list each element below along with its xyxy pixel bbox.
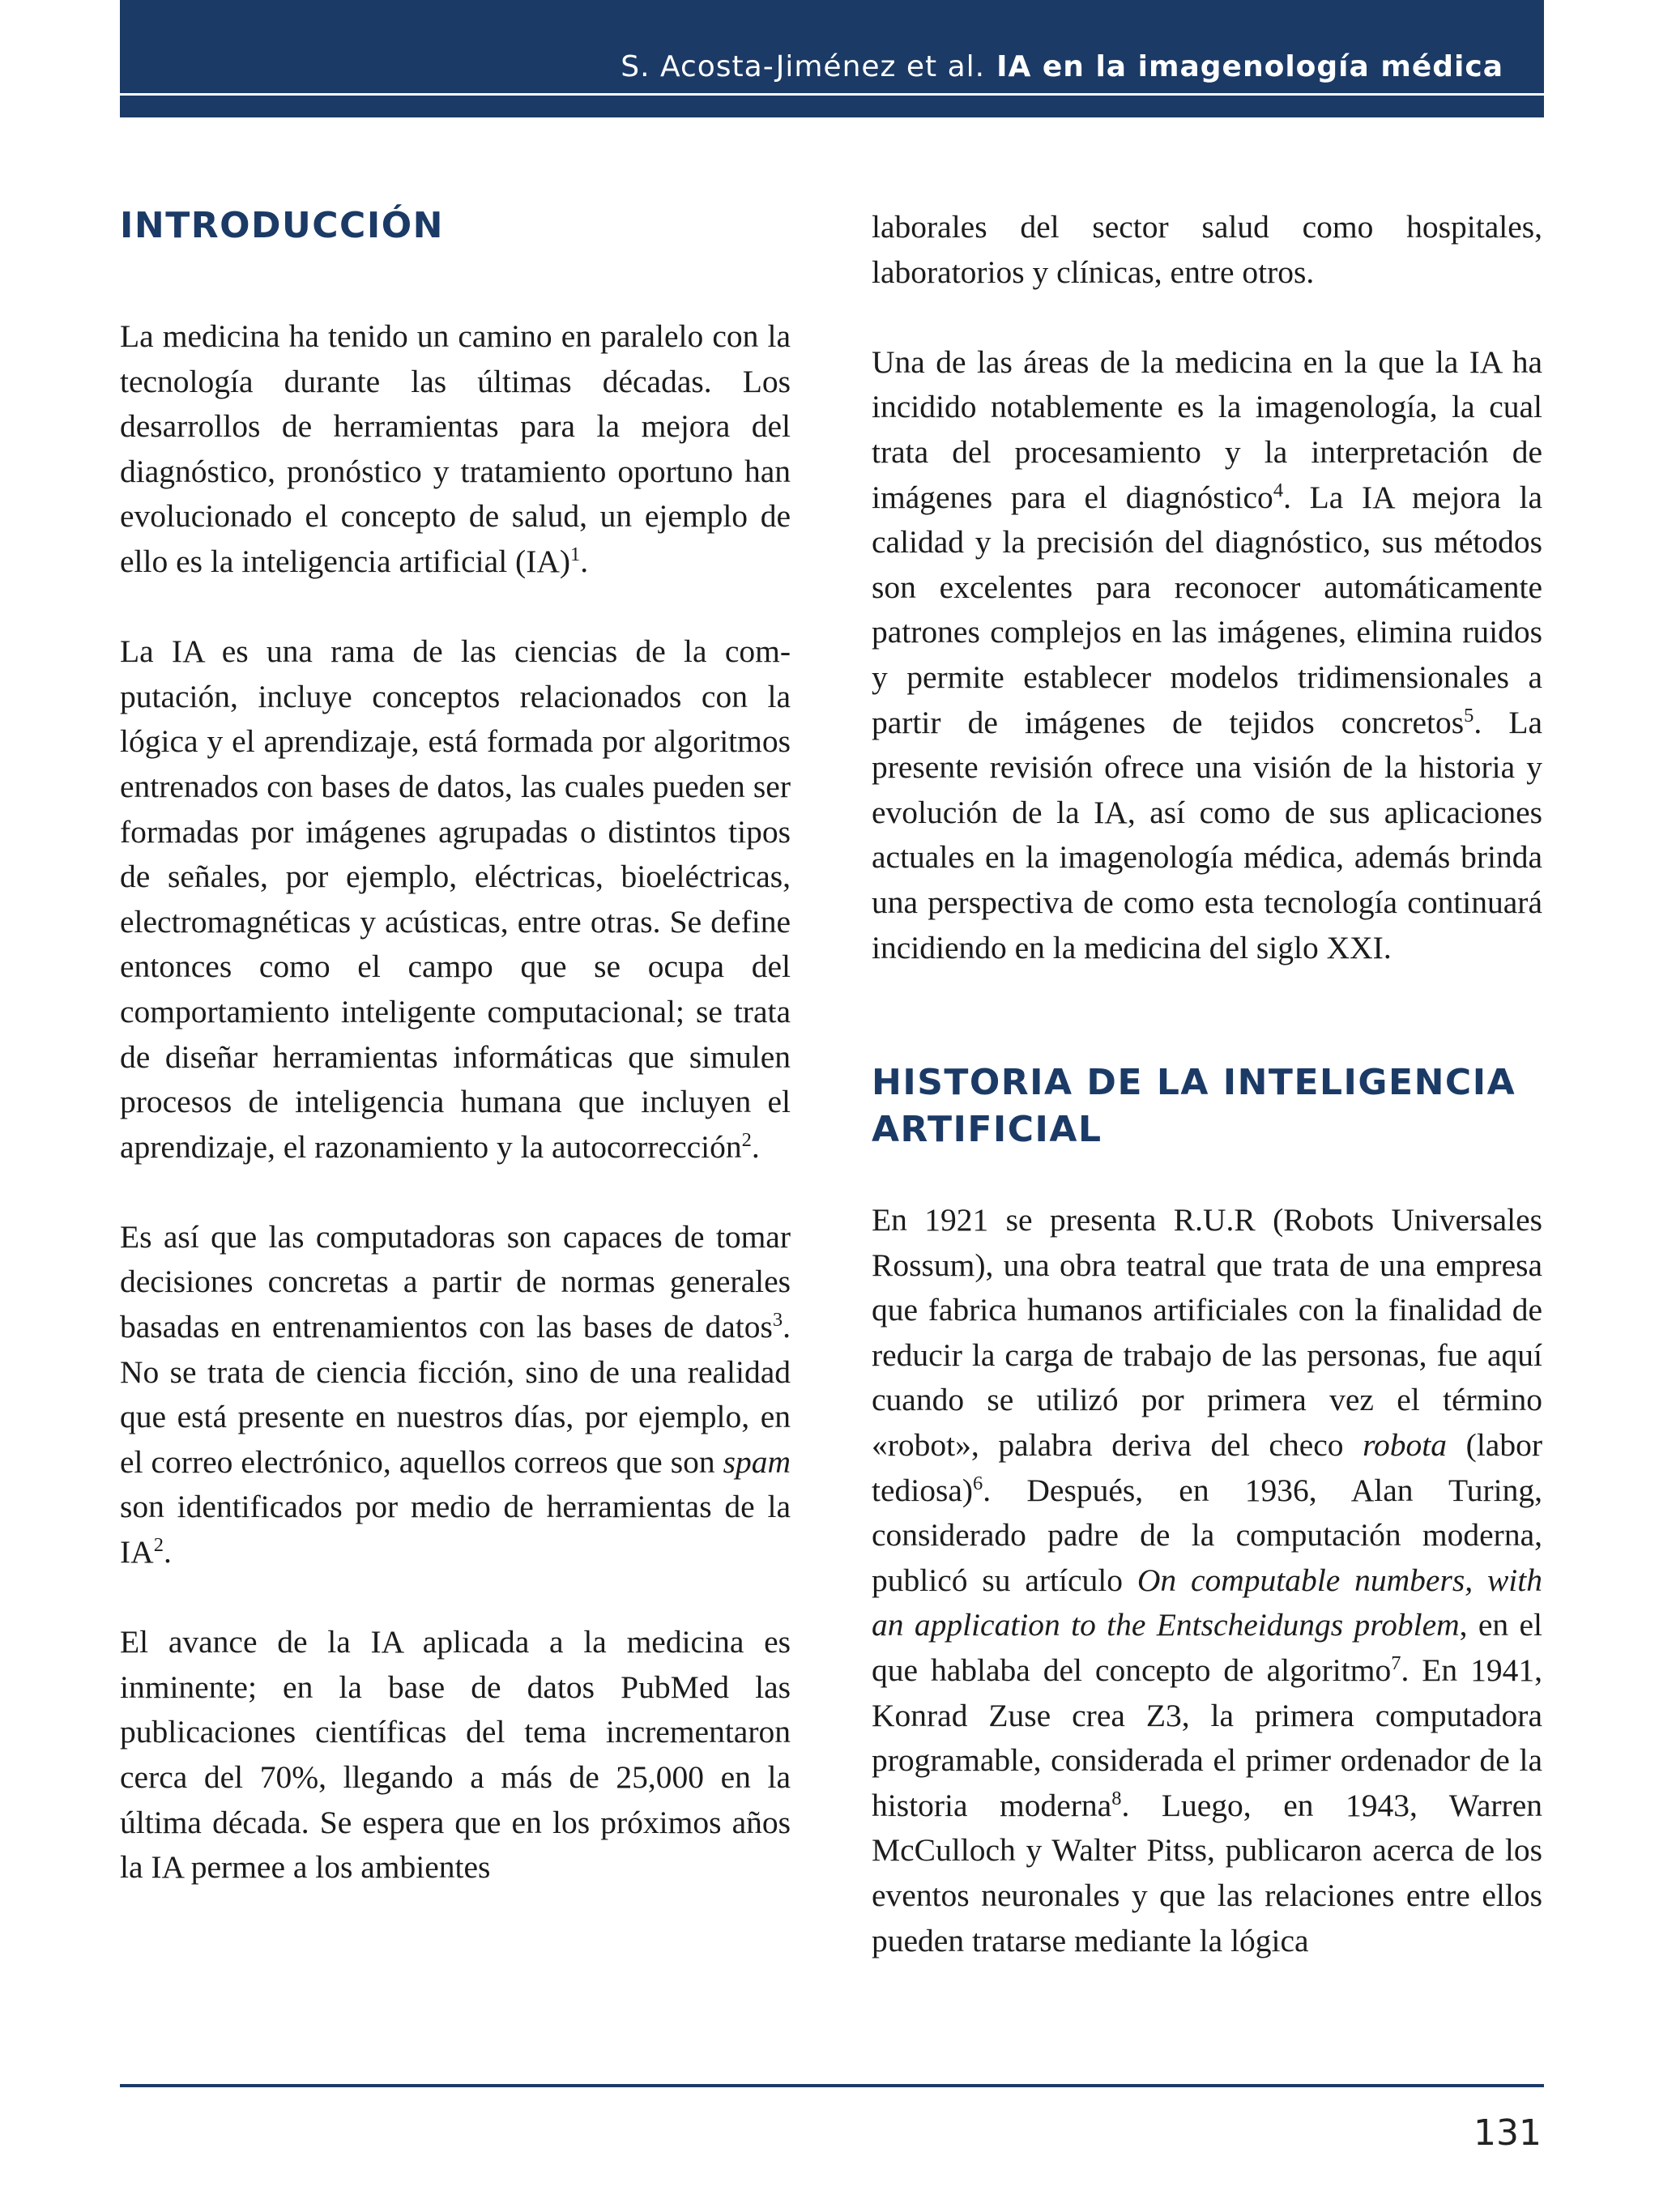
citation-ref: 7: [1391, 1652, 1401, 1674]
header-divider: [120, 93, 1544, 96]
header-band: [120, 0, 1544, 117]
citation-ref: 6: [973, 1472, 983, 1494]
citation-ref: 2: [741, 1128, 752, 1151]
running-head: [621, 50, 1503, 83]
italic-title: On computable numbers, with an application to the Entscheidungs problem: [872, 1562, 1542, 1643]
intro-heading: INTRODUCCIÓN: [120, 205, 444, 246]
running-head-title: IA en la imagenología médica: [996, 50, 1503, 83]
paragraph: La medicina ha tenido un camino en paralelo con la tecnología durante las últimas décadas. Los desarrollos de herramientas para la mejora del diagnóstico, pronóstico y tratamiento oportuno han evolucionado el concepto de salud, un ejemplo de ello es la inteligencia artificial (IA)$^1$.: [120, 318, 791, 579]
italic-term: spam: [723, 1443, 791, 1480]
left-column: [120, 202, 791, 1890]
citation-ref: 3: [772, 1308, 783, 1331]
citation-ref: 5: [1464, 704, 1474, 727]
paragraph: El avance de la IA aplicada a la medicina es inminente; en la base de datos PubMed las publicaciones científicas del tema incrementaron cerca del 70%, llegando a más de 25,000 en la última década. Se espera que en los próximos años la IA permee a los ambientes: [120, 1624, 791, 1886]
citation-ref: 8: [1111, 1787, 1122, 1809]
paragraph: En 1921 se presenta R.U.R (Robots Universales Rossum), una obra teatral que trata de una empresa que fabrica humanos artificiales con la finalidad de reducir la carga de trabajo de las personas, fue aquí cuando se utilizó por primera vez el término «robot», palabra deriva del checo robota (labor tediosa)$^6$. Después, en 1936, Alan Turing, considerado padre de la computación moderna, publicó su artículo On computable numbers, with an application to the Entscheidungs problem, en el que hablaba del concepto de algoritmo$^7$. En 1941, Konrad Zuse crea Z3, la primera computadora programable, considerada el primer ordenador de la historia moderna$^8$. Luego, en 1943, Warren McCulloch y Walter Pitss, publicaron acerca de los eventos neuronales y que las relaciones entre ellos pueden tratarse mediante la lógica: [872, 1202, 1543, 1958]
citation-ref: 4: [1273, 479, 1284, 501]
citation-ref: 2: [153, 1533, 164, 1556]
history-heading: HISTORIA DE LA INTELIGENCIA ARTIFICIAL: [872, 1062, 1516, 1151]
footer-rule: [120, 2084, 1544, 2087]
right-column: [872, 205, 1542, 1963]
paragraph: Una de las áreas de la medicina en la que la IA ha incidido notablemente es la imagenología, la cual trata del procesamiento y la interpretación de imágenes para el diagnóstico$^4$. La IA mejora la calidad y la precisión del diagnóstico, sus métodos son excelentes para reconocer automáticamente patrones complejos en las imágenes, elimina ruidos y permite establecer modelos tridimensionales a partir de imágenes de tejidos concretos$^5$. La presente revisión ofrece una visión de la historia y evolución de la IA, así como de sus aplicaciones actuales en la imagenología médica, además brinda una perspectiva de como esta tecnología continuará incidiendo en la medicina del siglo XXI.: [872, 343, 1543, 965]
paragraph: laborales del sector salud como hospitales, laboratorios y clínicas, entre otros.: [872, 209, 1542, 290]
running-head-authors: S. Acosta-Jiménez et al.: [621, 50, 986, 83]
paragraph: La IA es una rama de las ciencias de la computación, incluye conceptos relacionados con la lógica y el aprendizaje, está formada por algoritmos entrenados con bases de datos, las cuales pueden ser formadas por imágenes agrupadas o distintos tipos de señales, por ejemplo, eléctricas, bioeléctricas, electromagnéticas y acústicas, entre otras. Se define entonces como el campo que se ocupa del comportamiento inteligente computacional; se trata de diseñar herramientas informáticas que simulen procesos de inteligencia humana que incluyen el aprendizaje, el razonamiento y la autocorrección$^2$.: [120, 633, 791, 1165]
paragraph: Es así que las computadoras son capaces de tomar decisiones concretas a partir de normas generales basadas en entrenamientos con las bases de datos$^3$. No se trata de ciencia ficción, sino de una realidad que está presente en nuestros días, por ejemplo, en el correo electrónico, aquellos correos que son spam son identificados por medio de herramientas de la IA$^2$.: [120, 1218, 791, 1571]
citation-ref: 1: [570, 543, 581, 565]
italic-term: robota: [1363, 1427, 1448, 1464]
page-number: 131: [1473, 2112, 1542, 2154]
